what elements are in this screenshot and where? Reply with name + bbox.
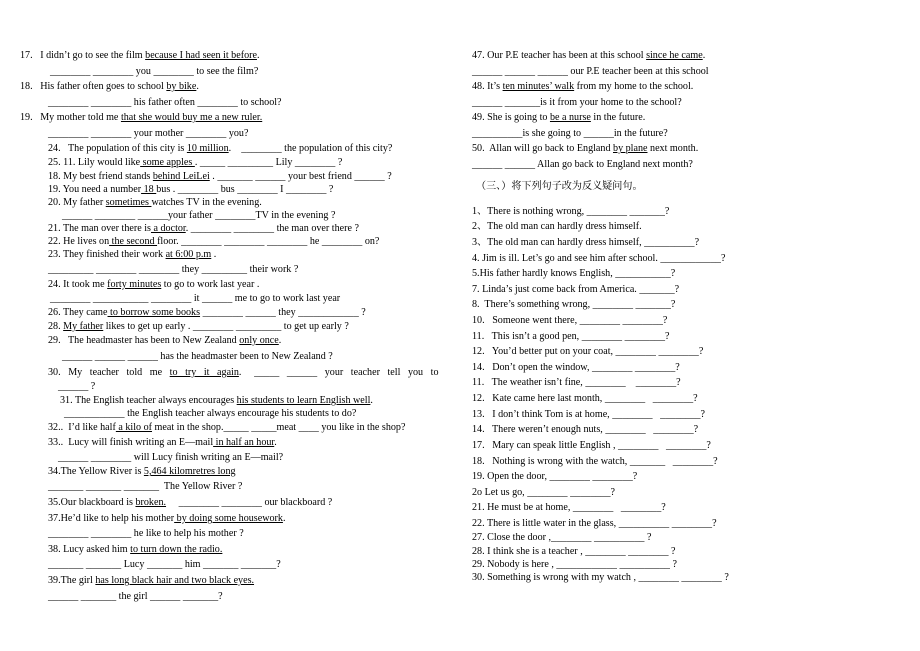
question-line <box>472 361 680 374</box>
question-line <box>472 486 615 499</box>
underlined-answer: a doctor <box>150 223 186 234</box>
line-text: 19. You need a number <box>48 184 142 195</box>
question-line <box>48 465 236 478</box>
underlined-answer: only once <box>239 335 279 346</box>
line-text: 12. Kate came here last month, ________ ________? <box>472 393 698 404</box>
line-text: . <box>370 395 373 406</box>
line-text: ________ ________ our blackboard ? <box>166 497 333 508</box>
question-line <box>48 496 332 509</box>
line-text: 21. He must be at home, ________ ________? <box>472 502 666 513</box>
question-line <box>472 158 693 171</box>
line-text: to go to work last year . <box>161 279 260 290</box>
question-line <box>20 111 262 124</box>
question-line <box>48 512 285 525</box>
underlined-answer: that she would buy me a new ruler. <box>120 112 263 123</box>
line-text: 30. My teacher told me <box>48 367 170 378</box>
line-text: ______ ________ ______your father ________TV in the evening ? <box>62 210 336 221</box>
question-line <box>48 156 342 169</box>
underlined-answer: in half an hour <box>213 437 275 448</box>
question-line <box>62 350 333 363</box>
question-line <box>20 80 199 93</box>
question-line <box>472 252 725 265</box>
line-text: ________ ________ his father often ________ to school? <box>48 97 282 108</box>
underlined-answer: forty minutes <box>107 279 162 290</box>
line-text: . <box>196 81 199 92</box>
line-text: 26. They came <box>48 307 108 318</box>
question-line <box>48 278 259 291</box>
line-text: from my home to the school. <box>574 81 694 92</box>
question-line <box>48 183 333 196</box>
question-line <box>48 196 262 209</box>
question-line <box>48 142 392 155</box>
line-text: . _____ _________ Lily ________ ? <box>194 157 343 168</box>
line-text: （三、）将下列句子改为反义疑问句。 <box>476 181 643 192</box>
question-line <box>472 205 669 218</box>
line-text: 24. The population of this city is <box>48 143 187 154</box>
line-text: in the future. <box>590 112 646 123</box>
line-text: ________ ___________ ________ it ______ me to go to work last year <box>50 293 341 304</box>
question-line <box>472 501 666 514</box>
question-line <box>472 376 681 389</box>
line-text: 22. There is little water in the glass, __________ ________? <box>472 518 717 529</box>
question-line <box>472 298 675 311</box>
question-line <box>48 170 392 183</box>
line-text: 28. <box>48 321 64 332</box>
line-text: 21. The man over there is <box>48 223 151 234</box>
line-text: 18. My best friend stands <box>48 171 153 182</box>
line-text: 18. His father often goes to school <box>20 81 167 92</box>
line-text: 17. Mary can speak little English , ________ ________? <box>472 440 711 451</box>
question-line <box>48 320 349 333</box>
line-text: 20. My father <box>48 197 106 208</box>
underlined-answer: 10 million <box>186 143 229 154</box>
line-text: 32.. I’d like half <box>48 422 116 433</box>
question-line <box>472 330 669 343</box>
question-line <box>472 408 705 421</box>
question-line <box>64 407 356 420</box>
question-line <box>50 292 340 305</box>
underlined-answer: since he came <box>646 50 703 61</box>
line-text: 19. Open the door, ________ ________? <box>472 471 638 482</box>
line-text: 22. He lives on <box>48 236 110 247</box>
line-text: . <box>282 513 286 524</box>
line-text: 39.The girl <box>48 575 96 586</box>
line-text: . _______ ______ your best friend ______ ? <box>209 171 392 182</box>
line-text: ________ ______ they ____________ ? <box>200 307 366 318</box>
line-text: ______ ________ will Lucy finish writing an E—mail? <box>58 452 284 463</box>
underlined-answer: by doing some housework <box>174 513 283 524</box>
question-line <box>60 394 373 407</box>
question-line <box>58 451 283 464</box>
line-text: 2、The old man can hardly dress himself. <box>472 221 642 232</box>
line-text: 2o Let us go, ________ ________? <box>472 487 615 498</box>
line-text: ______ ? <box>58 381 96 392</box>
question-line <box>48 222 359 235</box>
underlined-answer: because I had seen it before <box>145 50 257 61</box>
question-line <box>48 543 222 556</box>
question-line <box>48 334 281 347</box>
question-line <box>472 267 675 280</box>
question-line <box>472 545 676 558</box>
underlined-answer: his students to learn English well <box>236 395 371 406</box>
question-line <box>48 436 277 449</box>
line-text: 24. It took me <box>48 279 108 290</box>
underlined-answer: 18 <box>141 184 157 195</box>
underlined-answer: sometimes <box>105 197 152 208</box>
question-line <box>48 421 405 434</box>
line-text: 35.Our blackboard is <box>48 497 136 508</box>
line-text: 8. There’s something wrong, ________ _______? <box>472 299 676 310</box>
line-text: 29. The headmaster has been to New Zealand <box>48 335 240 346</box>
line-text: . <box>274 437 277 448</box>
line-text: 19. My mother told me <box>20 112 121 123</box>
line-text: bus . ________ bus ________ I ________ ? <box>156 184 334 195</box>
line-text: 14. There weren’t enough nuts, ________ ________? <box>472 424 699 435</box>
line-text: 5.His father hardly knows English, ___________? <box>472 268 676 279</box>
question-line <box>48 558 281 571</box>
question-line <box>476 180 643 193</box>
question-line <box>48 235 379 248</box>
line-text: . _____ ______ your teacher tell you to <box>238 367 439 378</box>
underlined-answer: to try it again <box>169 367 239 378</box>
line-text: ______ _______is it from your home to the school? <box>472 97 682 108</box>
line-text: 30. Something is wrong with my watch , ________ ________ ? <box>472 572 729 583</box>
line-text: ____________ the English teacher always encourage his students to do? <box>64 408 357 419</box>
question-line <box>472 283 679 296</box>
underlined-answer: ten minutes’ walk <box>502 81 575 92</box>
question-line <box>472 531 651 544</box>
underlined-answer: My father <box>63 321 104 332</box>
underlined-answer: a kilo of <box>115 422 153 433</box>
line-text: . <box>256 50 260 61</box>
line-text: ________ ________ he like to help his mother ? <box>48 528 244 539</box>
underlined-answer: to turn down the radio. <box>130 544 223 555</box>
line-text: _______ _______ _______ The Yellow River ? <box>48 481 243 492</box>
line-text: . <box>702 50 706 61</box>
line-text: 37.He’d like to help his mother <box>48 513 175 524</box>
line-text: 27. Close the door ,________ __________ ? <box>472 532 652 543</box>
question-line <box>48 366 439 379</box>
question-line <box>472 96 682 109</box>
line-text: 50. Allan will go back to England <box>472 143 614 154</box>
line-text: likes to get up early . ________ _________ to get up early ? <box>103 321 349 332</box>
question-line <box>48 574 254 587</box>
underlined-answer: at 6:00 p.m <box>165 249 212 260</box>
underlined-answer: has long black hair and two black eyes. <box>95 575 255 586</box>
underlined-answer: by bike <box>166 81 197 92</box>
question-line <box>472 345 703 358</box>
question-line <box>48 248 216 261</box>
line-text: ______ ______ ______ has the headmaster been to New Zealand ? <box>62 351 333 362</box>
question-line <box>472 470 637 483</box>
question-line <box>472 455 718 468</box>
question-line <box>472 423 698 436</box>
question-line <box>48 480 242 493</box>
line-text: _________ ________ ________ they _________ their work ? <box>48 264 299 275</box>
question-line <box>472 236 699 249</box>
line-text: watches TV in the evening. <box>151 197 262 208</box>
line-text: _______ _______ Lucy _______ him _______ _______? <box>48 559 281 570</box>
line-text: 18. Nothing is wrong with the watch, _______ ________? <box>472 456 718 467</box>
underlined-answer: the second <box>109 236 158 247</box>
underlined-answer: 5,464 kilomretres long <box>143 466 236 477</box>
question-line <box>472 49 705 62</box>
question-line <box>58 380 95 393</box>
question-line <box>472 439 711 452</box>
line-text: 7. Linda’s just come back from America. _______? <box>472 284 680 295</box>
question-line <box>48 263 298 276</box>
line-text: 23. They finished their work <box>48 249 166 260</box>
line-text: . ________ the population of this city? <box>228 143 393 154</box>
line-text: 12. You’d better put on your coat, ________ ________? <box>472 346 704 357</box>
line-text: 31. The English teacher always encourages <box>60 395 237 406</box>
line-text: 48. It’s <box>472 81 503 92</box>
line-text: __________is she going to ______in the future? <box>472 128 668 139</box>
line-text: 11. This isn’t a good pen, ________ ________? <box>472 331 670 342</box>
line-text: meat in the shop._____ _____meat ____ you like in the shop? <box>152 422 406 433</box>
line-text: floor. ________ ________ ________ he ________ on? <box>157 236 380 247</box>
line-text: 3、The old man can hardly dress himself, __________? <box>472 237 700 248</box>
question-line <box>472 65 709 78</box>
line-text: 28. I think she is a teacher , ________ ________ ? <box>472 546 676 557</box>
question-line <box>472 392 698 405</box>
line-text: ______ _______ the girl ______ _______? <box>48 591 223 602</box>
underlined-answer: by plane <box>613 143 648 154</box>
question-line <box>472 314 667 327</box>
line-text: 13. I don’t think Tom is at home, ________ ________? <box>472 409 706 420</box>
line-text: . ________ ________ the man over there ? <box>185 223 359 234</box>
question-line <box>472 142 698 155</box>
underlined-answer: broken. <box>135 497 167 508</box>
question-line <box>472 127 668 140</box>
question-line <box>48 590 223 603</box>
line-text: 38. Lucy asked him <box>48 544 131 555</box>
line-text: 14. Don’t open the window, ________ ________? <box>472 362 680 373</box>
line-text: . <box>211 249 217 260</box>
question-line <box>472 80 693 93</box>
question-line <box>472 558 677 571</box>
line-text: ______ ______ Allan go back to England next month? <box>472 159 693 170</box>
question-line <box>472 111 645 124</box>
line-text: 25. 11. Lily would like <box>48 157 141 168</box>
line-text: 34.The Yellow River is <box>48 466 144 477</box>
underlined-answer: some apples <box>140 157 195 168</box>
line-text: 17. I didn’t go to see the film <box>20 50 146 61</box>
underlined-answer: to borrow some books <box>107 307 201 318</box>
question-line <box>48 96 282 109</box>
line-text: 4. Jim is ill. Let’s go and see him after school. ____________? <box>472 253 726 264</box>
question-line <box>48 306 366 319</box>
line-text: 47. Our P.E teacher has been at this school <box>472 50 647 61</box>
line-text: . <box>278 335 282 346</box>
question-line <box>48 127 248 140</box>
line-text: ________ ________ your mother ________ you? <box>48 128 249 139</box>
underlined-answer: be a nurse <box>549 112 591 123</box>
question-line <box>472 517 717 530</box>
line-text: next month. <box>647 143 699 154</box>
underlined-answer: behind LeiLei <box>152 171 210 182</box>
question-line <box>62 209 335 222</box>
line-text: 11. The weather isn’t fine, ________ ________? <box>472 377 681 388</box>
question-line <box>20 49 260 62</box>
question-line <box>472 571 729 584</box>
line-text: 1、There is nothing wrong, ________ _______? <box>472 206 670 217</box>
line-text: ______ ______ ______ our P.E teacher been at this school <box>472 66 709 77</box>
question-line <box>50 65 258 78</box>
line-text: 33.. Lucy will finish writing an E—mail <box>48 437 214 448</box>
line-text: 29. Nobody is here , ____________ __________ ? <box>472 559 677 570</box>
line-text: 10. Someone went there, ________ ________? <box>472 315 668 326</box>
question-line <box>48 527 244 540</box>
line-text: ________ ________ you ________ to see the film? <box>50 66 259 77</box>
question-line <box>472 220 642 233</box>
line-text: 49. She is going to <box>472 112 550 123</box>
